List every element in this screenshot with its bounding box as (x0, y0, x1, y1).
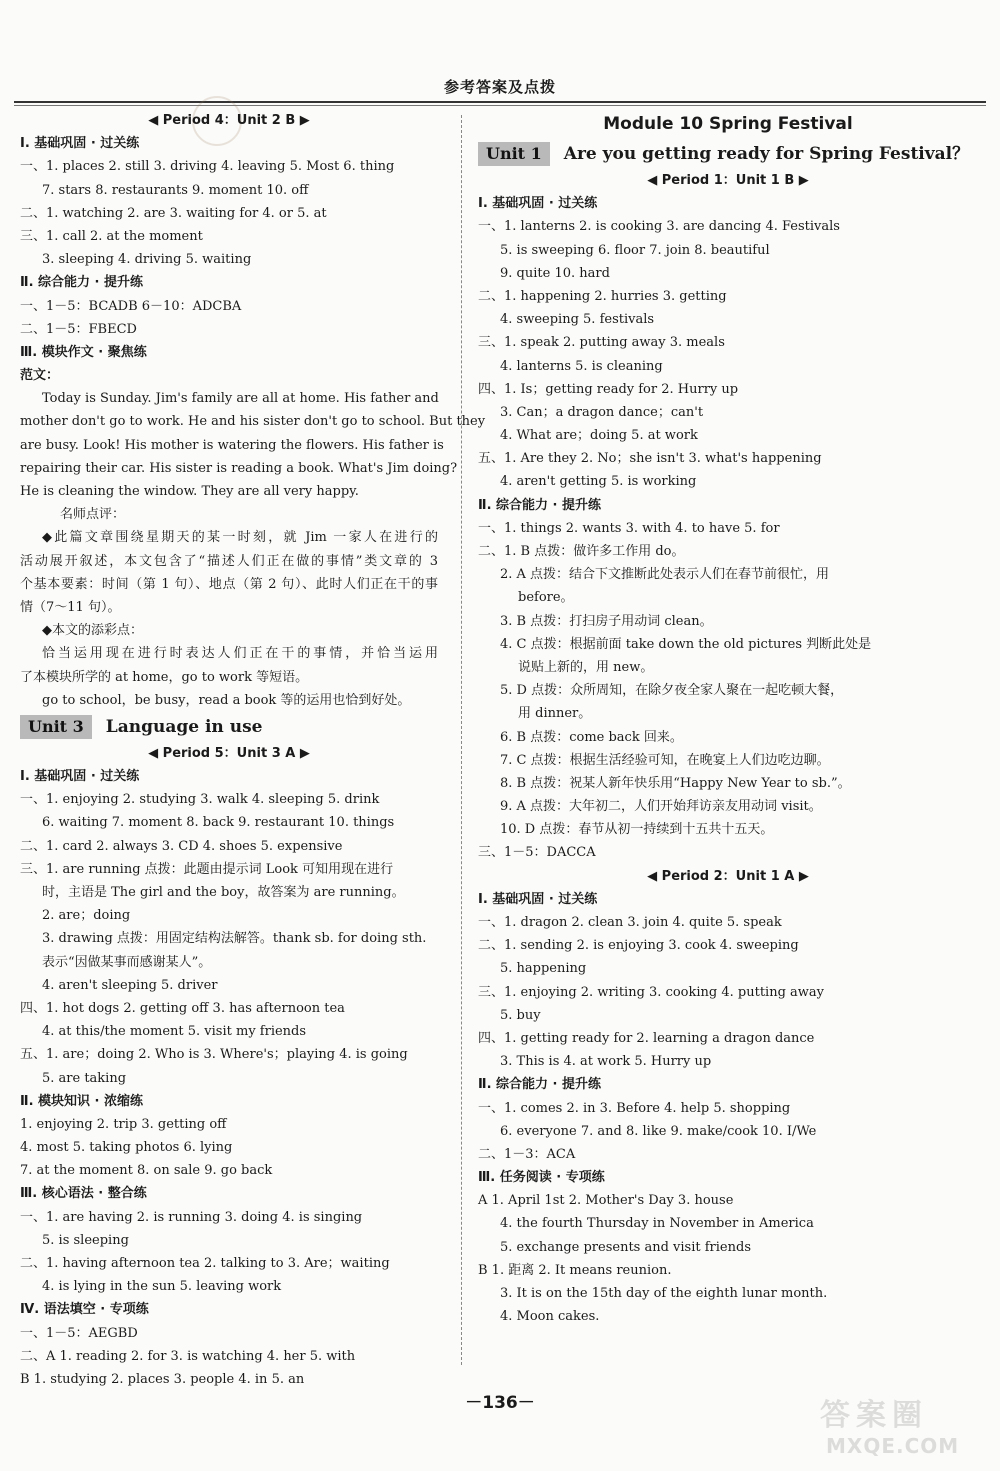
watermark-text: 答案圈 (820, 1398, 928, 1433)
answer-line: B 1. 距离 2. It means reunion. (478, 1262, 672, 1278)
watermark-site: MXQE.COM (826, 1434, 960, 1458)
page-header-title: 参考答案及点拨 (443, 78, 556, 96)
module-title: Module 10 Spring Festival (603, 114, 853, 134)
answer-line: 情（7～11 句）。 (20, 599, 121, 615)
answer-line: 了本模块所学的 at home，go to work 等短语。 (20, 669, 309, 685)
answer-line: go to school，be busy，read a book 等的运用也恰到好处。 (42, 692, 411, 708)
answer-line: 一、1－5：BCADB 6－10：ADCBA (20, 298, 242, 314)
answer-line: 4. aren't getting 5. is working (500, 474, 697, 490)
answer-line: 4. sweeping 5. festivals (500, 312, 655, 328)
answer-line: 二、1. happening 2. hurries 3. getting (478, 288, 727, 304)
module10-unit1-heading (478, 139, 978, 169)
unit-title: Are you getting ready for Spring Festival？ (563, 144, 970, 164)
answer-line: 时，主语是 The girl and the boy，故答案为 are running。 (42, 885, 405, 900)
answer-line: Ⅲ. 任务阅读 · 专项练 (478, 1170, 605, 1186)
answer-line: ◀ Period 2：Unit 1 A ▶ (647, 868, 809, 884)
answer-line: 一、1. dragon 2. clean 3. join 4. quite 5. speak (478, 915, 782, 930)
answer-line: 一、1. enjoying 2. studying 3. walk 4. sleeping 5. drink (20, 792, 380, 808)
answer-line: 4. aren't sleeping 5. driver (42, 977, 218, 993)
answer-line: 5. exchange presents and visit friends (500, 1239, 751, 1255)
answer-line: 6. everyone 7. and 8. like 9. make/cook 10. I/We (500, 1123, 817, 1139)
answer-line: 二、1－3：ACA (478, 1146, 576, 1162)
answer-line: 7. C 点拨：根据生活经验可知，在晚宴上人们边吃边聊。 (500, 752, 830, 768)
answer-line: 一、1－5：AEGBD (20, 1325, 138, 1341)
answer-line: 一、1. things 2. wants 3. with 4. to have 5. for (478, 520, 780, 536)
answer-line: 4. the fourth Thursday in November in America (500, 1216, 814, 1232)
answer-line: 9. A 点拨：大年初二，人们开始拜访亲友用动词 visit。 (500, 799, 822, 815)
answer-line: 范文： (20, 368, 60, 384)
answer-line: 3. B 点拨：打扫房子用动词 clean。 (500, 613, 713, 629)
answer-line: 用 dinner。 (518, 706, 592, 722)
answer-line: 5. is sleeping (42, 1232, 129, 1248)
answer-line: 5. happening (500, 961, 587, 977)
answer-line: mother don't go to work. He and his sister don't go to school. But they (20, 414, 486, 430)
answer-line: Ⅱ. 模块知识 · 浓缩练 (20, 1093, 144, 1109)
answer-line: 1. enjoying 2. trip 3. getting off (20, 1116, 227, 1132)
answer-line: 一、1. lanterns 2. is cooking 3. are dancing 4. Festivals (478, 219, 840, 235)
answer-line: He is cleaning the window. They are all very happy. (20, 484, 359, 499)
answer-line: 3. drawing 点拨：用固定结构法解答。thank sb. for doing sth. (42, 931, 427, 947)
answer-line: repairing their car. His sister is reading a book. What's Jim doing? (20, 460, 458, 476)
answer-line: 一、1. comes 2. in 3. Before 4. help 5. shopping (478, 1100, 791, 1116)
answer-line: 四、1. Is；getting ready for 2. Hurry up (478, 381, 739, 397)
unit-badge: Unit 3 (20, 715, 92, 739)
answer-line: 4. What are；doing 5. at work (500, 428, 698, 444)
answer-line: 5. buy (500, 1007, 541, 1023)
header-rule-thin (14, 105, 986, 106)
answer-line: Ⅳ. 语法填空 · 专项练 (20, 1302, 149, 1318)
answer-line: ◀ Period 1：Unit 1 B ▶ (647, 173, 809, 188)
answer-line: 一、1. are having 2. is running 3. doing 4. is singing (20, 1209, 363, 1225)
answer-line: 5. D 点拨：众所周知，在除夕夜全家人聚在一起吃顿大餐， (500, 683, 844, 699)
answer-line: Ⅰ. 基础巩固 · 过关练 (478, 891, 598, 907)
answer-line: 8. B 点拨：祝某人新年快乐用“Happy New Year to sb.”。 (500, 775, 851, 791)
answer-line: ◆本文的添彩点： (42, 623, 143, 639)
answer-line: 四、1. hot dogs 2. getting off 3. has afternoon tea (20, 1000, 345, 1016)
answer-line: 5. are taking (42, 1070, 127, 1086)
unit-title: Language in use (105, 716, 263, 737)
answer-line: Ⅲ. 模块作文 · 聚焦练 (20, 344, 147, 360)
answer-line: 7. at the moment 8. on sale 9. go back (20, 1163, 273, 1179)
answer-line: 3. It is on the 15th day of the eighth lunar month. (500, 1286, 828, 1301)
answer-line: Ⅲ. 核心语法 · 整合练 (20, 1186, 147, 1202)
answer-line: before。 (518, 590, 574, 606)
answer-line: Today is Sunday. Jim's family are all at home. His father and (42, 391, 439, 407)
answer-line: 四、1. getting ready for 2. learning a dragon dance (478, 1030, 815, 1046)
answer-line: 3. Can；a dragon dance；can't (500, 404, 704, 420)
answer-line: Ⅰ. 基础巩固 · 过关练 (20, 769, 140, 785)
answer-line: 10. D 点拨：春节从初一持续到十五共十五天。 (500, 822, 774, 838)
answer-line: 恰当运用现在进行时表达人们正在干的事情，并恰当运用 (42, 646, 438, 662)
answer-line: 三、1. are running 点拨：此题由提示词 Look 可知用现在进行 (20, 861, 394, 877)
right-answers-module10 (478, 169, 978, 1328)
answer-line: 二、1. sending 2. is enjoying 3. cook 4. sweeping (478, 938, 799, 954)
left-answers-unit3 (20, 742, 438, 1391)
answer-line: 三、1. enjoying 2. writing 3. cooking 4. putting away (478, 984, 824, 1000)
answer-line: 表示“因做某事而感谢某人”。 (42, 954, 212, 970)
answer-line: 2. A 点拨：结合下文推断此处表示人们在春节前很忙，用 (500, 567, 830, 583)
answer-line: 4. most 5. taking photos 6. lying (20, 1140, 233, 1156)
answer-line: 二、1. card 2. always 3. CD 4. shoes 5. expensive (20, 838, 343, 854)
answer-line: 6. waiting 7. moment 8. back 9. restaurant 10. things (42, 815, 395, 831)
left-column (20, 109, 486, 1391)
answer-line: 二、1. B 点拨：做许多工作用 do。 (478, 544, 685, 559)
right-column (478, 109, 978, 1328)
answer-line: 4. lanterns 5. is cleaning (500, 358, 663, 374)
answer-line: 2. are；doing (42, 908, 131, 924)
answer-line: A 1. April 1st 2. Mother's Day 3. house (478, 1193, 734, 1209)
unit-badge: Unit 1 (478, 142, 550, 166)
answer-line: Ⅰ. 基础巩固 · 过关练 (20, 136, 140, 152)
answer-line: Ⅱ. 综合能力 · 提升练 (478, 497, 602, 513)
answer-line: 3. This is 4. at work 5. Hurry up (500, 1054, 712, 1070)
answer-line: 活动展开叙述，本文包含了“描述人们正在做的事情”类文章的 3 (20, 553, 438, 569)
answer-line: 三、1. call 2. at the moment (20, 228, 203, 244)
answer-line: 五、1. Are they 2. No；she isn't 3. what's happening (478, 451, 822, 467)
left-answers-unit2 (20, 109, 486, 712)
answer-line: 个基本要素：时间（第 1 句）、地点（第 2 句）、此时人们正在干的事 (20, 576, 438, 592)
answer-line: 三、1. speak 2. putting away 3. meals (478, 335, 725, 351)
answer-line: 9. quite 10. hard (500, 265, 610, 281)
answer-line: 三、1－5：DACCA (478, 845, 596, 861)
watermark-logo-icon (810, 1390, 980, 1464)
column-divider (461, 115, 462, 1365)
answer-line: 7. stars 8. restaurants 9. moment 10. off (42, 182, 309, 198)
answer-line: Ⅱ. 综合能力 · 提升练 (478, 1077, 602, 1093)
unit3-heading (20, 712, 438, 742)
answer-line: 一、1. places 2. still 3. driving 4. leaving 5. Most 6. thing (20, 159, 395, 175)
answer-line: ◆此篇文章围绕星期天的某一时刻，就 Jim 一家人在进行的 (42, 530, 438, 546)
answer-line: 二、A 1. reading 2. for 3. is watching 4. her 5. with (20, 1348, 356, 1364)
answer-line: 4. Moon cakes. (500, 1309, 600, 1325)
answer-line: 4. is lying in the sun 5. leaving work (42, 1279, 282, 1295)
answer-line: ◀ Period 5：Unit 3 A ▶ (148, 745, 310, 761)
answer-line: are busy. Look! His mother is watering the flowers. His father is (20, 437, 444, 453)
answer-line: 五、1. are；doing 2. Who is 3. Where's；playing 4. is going (20, 1047, 408, 1063)
answer-line: 名师点评： (60, 507, 126, 523)
answer-line: Ⅱ. 综合能力 · 提升练 (20, 275, 144, 291)
answer-line: 二、1. watching 2. are 3. waiting for 4. or 5. at (20, 205, 327, 221)
answer-line: 6. B 点拨：come back 回来。 (500, 729, 683, 745)
answer-line: 4. C 点拨：根据前面 take down the old pictures 判断此处是 (500, 636, 872, 652)
answer-line: Ⅰ. 基础巩固 · 过关练 (478, 196, 598, 212)
page-number: －136－ (465, 1393, 535, 1413)
answer-line: 3. sleeping 4. driving 5. waiting (42, 252, 252, 268)
answer-line: B 1. studying 2. places 3. people 4. in 5. an (20, 1371, 305, 1387)
answer-line: ◀ Period 4：Unit 2 B ▶ (148, 113, 310, 128)
answer-line: 说贴上新的，用 new。 (518, 659, 654, 675)
answer-line: 4. at this/the moment 5. visit my friends (42, 1024, 307, 1040)
answer-line: 二、1. having afternoon tea 2. talking to 3. Are；waiting (20, 1256, 390, 1271)
answer-line: 5. is sweeping 6. floor 7. join 8. beautiful (500, 242, 770, 258)
answer-line: 二、1－5：FBECD (20, 321, 137, 337)
header-rule (14, 101, 986, 103)
